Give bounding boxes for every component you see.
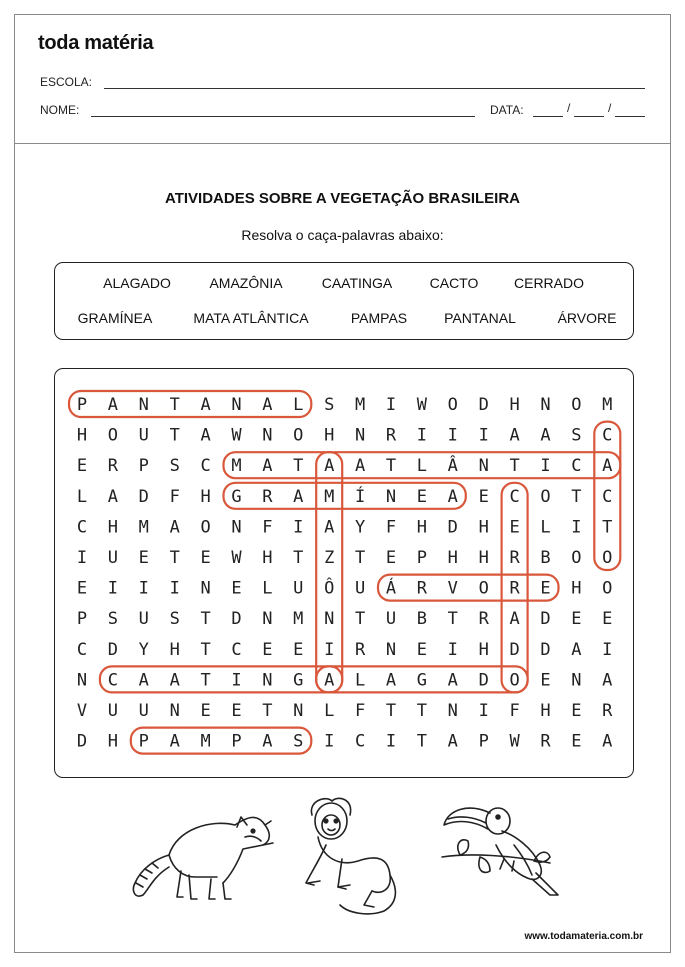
grid-letter[interactable]: C [76,639,88,660]
grid-letter[interactable]: D [478,395,489,415]
grid-letter[interactable]: E [262,639,273,660]
site-logo: toda matéria [38,32,154,54]
grid-letter[interactable]: Z [324,548,335,568]
grid-letter[interactable]: O [107,425,119,446]
grid-letter[interactable]: R [262,486,273,507]
footer-url: www.todamateria.com.br [524,931,643,942]
grid-letter[interactable]: E [416,639,428,660]
grid-letter[interactable]: P [138,456,149,477]
grid-letter[interactable]: T [200,609,211,630]
grid-letter[interactable]: N [262,609,273,630]
grid-letter[interactable]: E [385,548,397,568]
grid-letter[interactable]: N [200,578,211,599]
grid-letter[interactable]: I [293,517,304,538]
grid-letter[interactable]: I [231,670,242,691]
grid-letter[interactable]: I [385,395,397,415]
grid-letter[interactable]: C [571,456,582,477]
grid-letter[interactable]: I [602,639,613,660]
grid-letter[interactable]: A [107,395,119,415]
grid-letter[interactable]: I [138,578,149,599]
grid-letter[interactable]: N [385,486,397,507]
date-separator: / [608,101,612,115]
grid-letter[interactable]: U [293,578,304,599]
grid-letter[interactable]: E [478,486,489,507]
grid-letter[interactable]: T [200,670,211,691]
grid-letter[interactable]: R [354,639,366,660]
grid-letter[interactable]: O [602,578,613,599]
grid-letter[interactable]: N [324,609,335,630]
grid-letter[interactable]: H [200,486,211,507]
grid-letter[interactable]: A [385,670,397,691]
grid-letter[interactable]: T [354,609,366,630]
grid-letter[interactable]: E [571,609,582,630]
grid-letter[interactable]: M [293,609,304,630]
grid-letter[interactable]: E [200,548,211,568]
grid-letter[interactable]: R [509,548,520,568]
grid-letter[interactable]: O [509,670,520,691]
grid-letter[interactable]: C [76,517,88,538]
grid-letter[interactable]: N [540,395,551,415]
grid-letter[interactable]: D [447,517,458,538]
grid-letter[interactable]: M [138,517,149,538]
grid-letter[interactable]: I [478,425,489,446]
grid-letter[interactable]: A [262,731,273,752]
grid-letter[interactable]: E [293,639,304,660]
grid-letter[interactable]: E [138,548,149,568]
grid-letter[interactable]: U [138,425,149,446]
word-bank-item: GRAMÍNEA [77,310,153,326]
word-bank-item: ÁRVORE [557,310,617,326]
grid-letter[interactable]: D [509,639,520,660]
grid-letter[interactable]: H [478,517,489,538]
grid-letter[interactable]: S [324,395,335,415]
grid-letter[interactable]: R [509,578,520,599]
school-label: ESCOLA: [40,75,93,89]
grid-letter[interactable]: A [169,670,180,691]
grid-letter[interactable]: A [571,639,582,660]
grid-letter[interactable]: B [540,548,551,568]
grid-letter[interactable]: A [107,486,119,507]
grid-letter[interactable]: W [509,731,520,752]
grid-letter[interactable]: N [447,701,458,721]
grid-letter[interactable]: P [478,731,489,752]
grid-letter[interactable]: I [324,639,335,660]
grid-letter[interactable]: N [478,456,489,477]
grid-letter[interactable]: A [262,395,273,415]
grid-letter[interactable]: P [231,731,242,752]
grid-letter[interactable]: C [354,731,366,752]
found-word-highlight [378,575,559,601]
grid-letter[interactable]: I [540,456,551,477]
grid-letter[interactable]: C [231,639,242,660]
grid-letter[interactable]: E [571,701,582,721]
grid-letter[interactable]: A [354,456,366,477]
grid-letter[interactable]: L [354,670,366,691]
grid-letter[interactable]: W [416,395,428,415]
grid-letter[interactable]: H [169,639,180,660]
grid-letter[interactable]: E [509,517,520,538]
grid-letter[interactable]: T [293,548,304,568]
grid-letter[interactable]: H [447,548,458,568]
grid-letter[interactable]: R [478,609,489,630]
grid-letter[interactable]: A [509,425,520,446]
grid-letter[interactable]: O [602,548,613,568]
grid-letter[interactable]: I [416,425,428,446]
grid-letter[interactable]: D [540,639,551,660]
grid-letter[interactable]: T [169,548,180,568]
grid-letter[interactable]: T [447,609,458,630]
grid-letter[interactable]: A [602,670,613,691]
grid-letter[interactable]: U [138,701,149,721]
grid-letter[interactable]: O [540,486,551,507]
word-bank-item: PANTANAL [444,310,516,326]
grid-letter[interactable]: H [478,548,489,568]
grid-letter[interactable]: I [324,731,335,752]
grid-letter[interactable]: M [231,456,242,477]
grid-letter[interactable]: Í [354,486,366,507]
grid-letter[interactable]: C [602,425,613,446]
grid-letter[interactable]: H [509,395,520,415]
grid-letter[interactable]: T [354,548,366,568]
grid-letter[interactable]: W [231,548,242,568]
grid-letter[interactable]: P [76,609,88,630]
grid-letter[interactable]: A [324,456,335,477]
grid-letter[interactable]: G [231,486,242,507]
grid-letter[interactable]: R [416,578,428,599]
found-word-highlight [131,728,311,754]
grid-letter[interactable]: F [262,517,273,538]
grid-letter[interactable]: U [107,548,119,568]
grid-letter[interactable]: T [571,486,582,507]
grid-letter[interactable]: H [416,517,428,538]
grid-letter[interactable]: A [293,486,304,507]
grid-letter[interactable]: B [416,609,428,630]
grid-letter[interactable]: T [385,456,397,477]
grid-letter[interactable]: S [571,425,582,446]
grid-letter[interactable]: E [231,701,242,721]
grid-letter[interactable]: F [354,701,366,721]
grid-letter[interactable]: L [262,578,273,599]
grid-letter[interactable]: N [169,701,180,721]
grid-letter[interactable]: E [200,701,211,721]
grid-letter[interactable]: N [231,517,242,538]
grid-letter[interactable]: N [76,670,88,691]
grid-letter[interactable]: W [231,425,242,446]
grid-letter[interactable]: H [107,731,119,752]
grid-letter[interactable]: T [416,701,428,721]
grid-letter[interactable]: U [354,578,366,599]
grid-letter[interactable]: D [76,731,88,752]
grid-letter[interactable]: L [324,701,335,721]
grid-letter[interactable]: H [107,517,119,538]
grid-letter[interactable]: S [293,731,304,752]
grid-letter[interactable]: N [231,395,242,415]
grid-letter[interactable]: C [509,486,520,507]
grid-letter[interactable]: E [602,609,613,630]
grid-letter[interactable]: N [293,701,304,721]
grid-letter[interactable]: G [416,670,428,691]
grid-letter[interactable]: T [385,701,397,721]
grid-letter[interactable]: M [200,731,211,752]
grid-letter[interactable]: Á [385,578,397,599]
grid-letter[interactable]: D [138,486,149,507]
grid-letter[interactable]: E [540,578,551,599]
grid-letter[interactable]: L [416,456,428,477]
grid-letter[interactable]: M [354,395,366,415]
word-bank-item: CERRADO [513,275,585,291]
grid-letter[interactable]: E [76,456,88,477]
grid-letter[interactable]: T [169,425,180,446]
grid-letter[interactable]: E [571,731,582,752]
grid-letter[interactable]: A [509,609,520,630]
grid-letter[interactable]: M [324,486,335,507]
grid-letter[interactable]: T [602,517,613,538]
grid-letter[interactable]: T [169,395,180,415]
word-bank-item: PAMPAS [350,310,408,326]
grid-letter[interactable]: T [262,701,273,721]
grid-letter[interactable]: V [447,578,458,599]
grid-letter[interactable]: T [200,639,211,660]
grid-letter[interactable]: A [200,425,211,446]
grid-letter[interactable]: A [262,456,273,477]
grid-letter[interactable]: V [76,701,88,721]
grid-letter[interactable]: N [385,639,397,660]
grid-letter[interactable]: S [107,609,119,630]
word-bank-item: MATA ATLÂNTICA [193,310,309,326]
grid-letter[interactable]: U [385,609,397,630]
grid-letter[interactable]: O [200,517,211,538]
grid-letter[interactable]: A [200,395,211,415]
coati-icon [125,795,275,905]
word-bank-item: ALAGADO [103,275,171,291]
grid-letter[interactable]: I [478,701,489,721]
grid-letter[interactable]: O [293,425,304,446]
grid-letter[interactable]: H [76,425,88,446]
found-word-highlight [69,391,311,417]
grid-letter[interactable]: A [324,517,335,538]
grid-letter[interactable]: I [169,578,180,599]
grid-letter[interactable]: A [602,456,613,477]
name-label: NOME: [40,103,80,117]
grid-letter[interactable]: A [324,670,335,691]
found-word-highlight [224,483,466,509]
grid-letter[interactable]: A [169,517,180,538]
date-separator: / [567,101,571,115]
grid-letter[interactable]: A [602,731,613,752]
grid-letter[interactable]: N [262,425,273,446]
grid-letter[interactable]: C [107,670,119,691]
grid-letter[interactable]: E [231,578,242,599]
grid-letter[interactable]: R [385,425,397,446]
grid-letter[interactable]: O [571,548,582,568]
grid-letter[interactable]: F [385,517,397,538]
grid-letter[interactable]: A [447,486,458,507]
grid-letter[interactable]: P [416,548,428,568]
marmoset-icon [298,795,408,920]
grid-letter[interactable]: N [354,425,366,446]
grid-letter[interactable]: E [76,578,88,599]
grid-letter[interactable]: A [138,670,149,691]
grid-letter[interactable]: E [540,670,551,691]
grid-letter[interactable]: H [478,639,489,660]
grid-letter[interactable]: I [107,578,119,599]
grid-letter[interactable]: I [76,548,88,568]
grid-letter[interactable]: R [107,456,119,477]
grid-letter[interactable]: I [447,425,458,446]
grid-letter[interactable]: C [200,456,211,477]
grid-letter[interactable]: P [76,395,88,415]
word-bank-item: CACTO [429,275,479,291]
grid-letter[interactable]: H [571,578,582,599]
grid-letter[interactable]: C [602,486,613,507]
grid-letter[interactable]: T [416,731,428,752]
grid-letter[interactable]: D [107,639,119,660]
grid-letter[interactable]: G [293,670,304,691]
grid-letter[interactable]: O [571,395,582,415]
grid-letter[interactable]: N [262,670,273,691]
grid-letter[interactable]: O [478,578,489,599]
grid-letter[interactable]: U [138,609,149,630]
found-word-highlight [100,666,342,692]
page-title: ATIVIDADES SOBRE A VEGETAÇÃO BRASILEIRA [164,190,521,207]
grid-letter[interactable]: Y [138,639,149,660]
grid-letter[interactable]: D [540,609,551,630]
grid-letter[interactable]: L [293,395,304,415]
word-bank-item: CAATINGA [321,275,393,291]
grid-letter[interactable]: H [540,701,551,721]
grid-letter[interactable]: E [416,486,428,507]
instructions: Resolva o caça-palavras abaixo: [241,227,444,243]
grid-letter[interactable]: R [540,731,551,752]
grid-letter[interactable]: A [447,670,458,691]
grid-letter[interactable]: F [169,486,180,507]
grid-letter[interactable]: L [76,486,88,507]
date-label: DATA: [490,103,524,117]
grid-letter[interactable]: T [509,456,520,477]
grid-letter[interactable]: H [324,425,335,446]
grid-letter[interactable]: P [138,731,149,752]
grid-letter[interactable]: Y [354,517,366,538]
grid-letter[interactable]: D [478,670,489,691]
grid-letter[interactable]: I [571,517,582,538]
grid-letter[interactable]: R [602,701,613,721]
grid-letter[interactable]: Â [447,456,458,477]
grid-letter[interactable]: F [509,701,520,721]
grid-letter[interactable]: I [447,639,458,660]
grid-letter[interactable]: S [169,609,180,630]
grid-letter[interactable]: S [169,456,180,477]
grid-letter[interactable]: A [540,425,551,446]
grid-letter[interactable]: N [138,395,149,415]
toucan-icon [440,795,565,905]
grid-letter[interactable]: M [602,395,613,415]
grid-letter[interactable]: I [385,731,397,752]
grid-letter[interactable]: T [293,456,304,477]
grid-letter[interactable]: A [169,731,180,752]
grid-letter[interactable]: L [540,517,551,538]
grid-letter[interactable]: H [262,548,273,568]
grid-letter[interactable]: A [447,731,458,752]
grid-letter[interactable]: O [447,395,458,415]
grid-letter[interactable]: D [231,609,242,630]
grid-letter[interactable]: Ô [324,578,335,599]
word-bank-item: AMAZÔNIA [209,275,283,291]
grid-letter[interactable]: N [571,670,582,691]
grid-letter[interactable]: U [107,701,119,721]
